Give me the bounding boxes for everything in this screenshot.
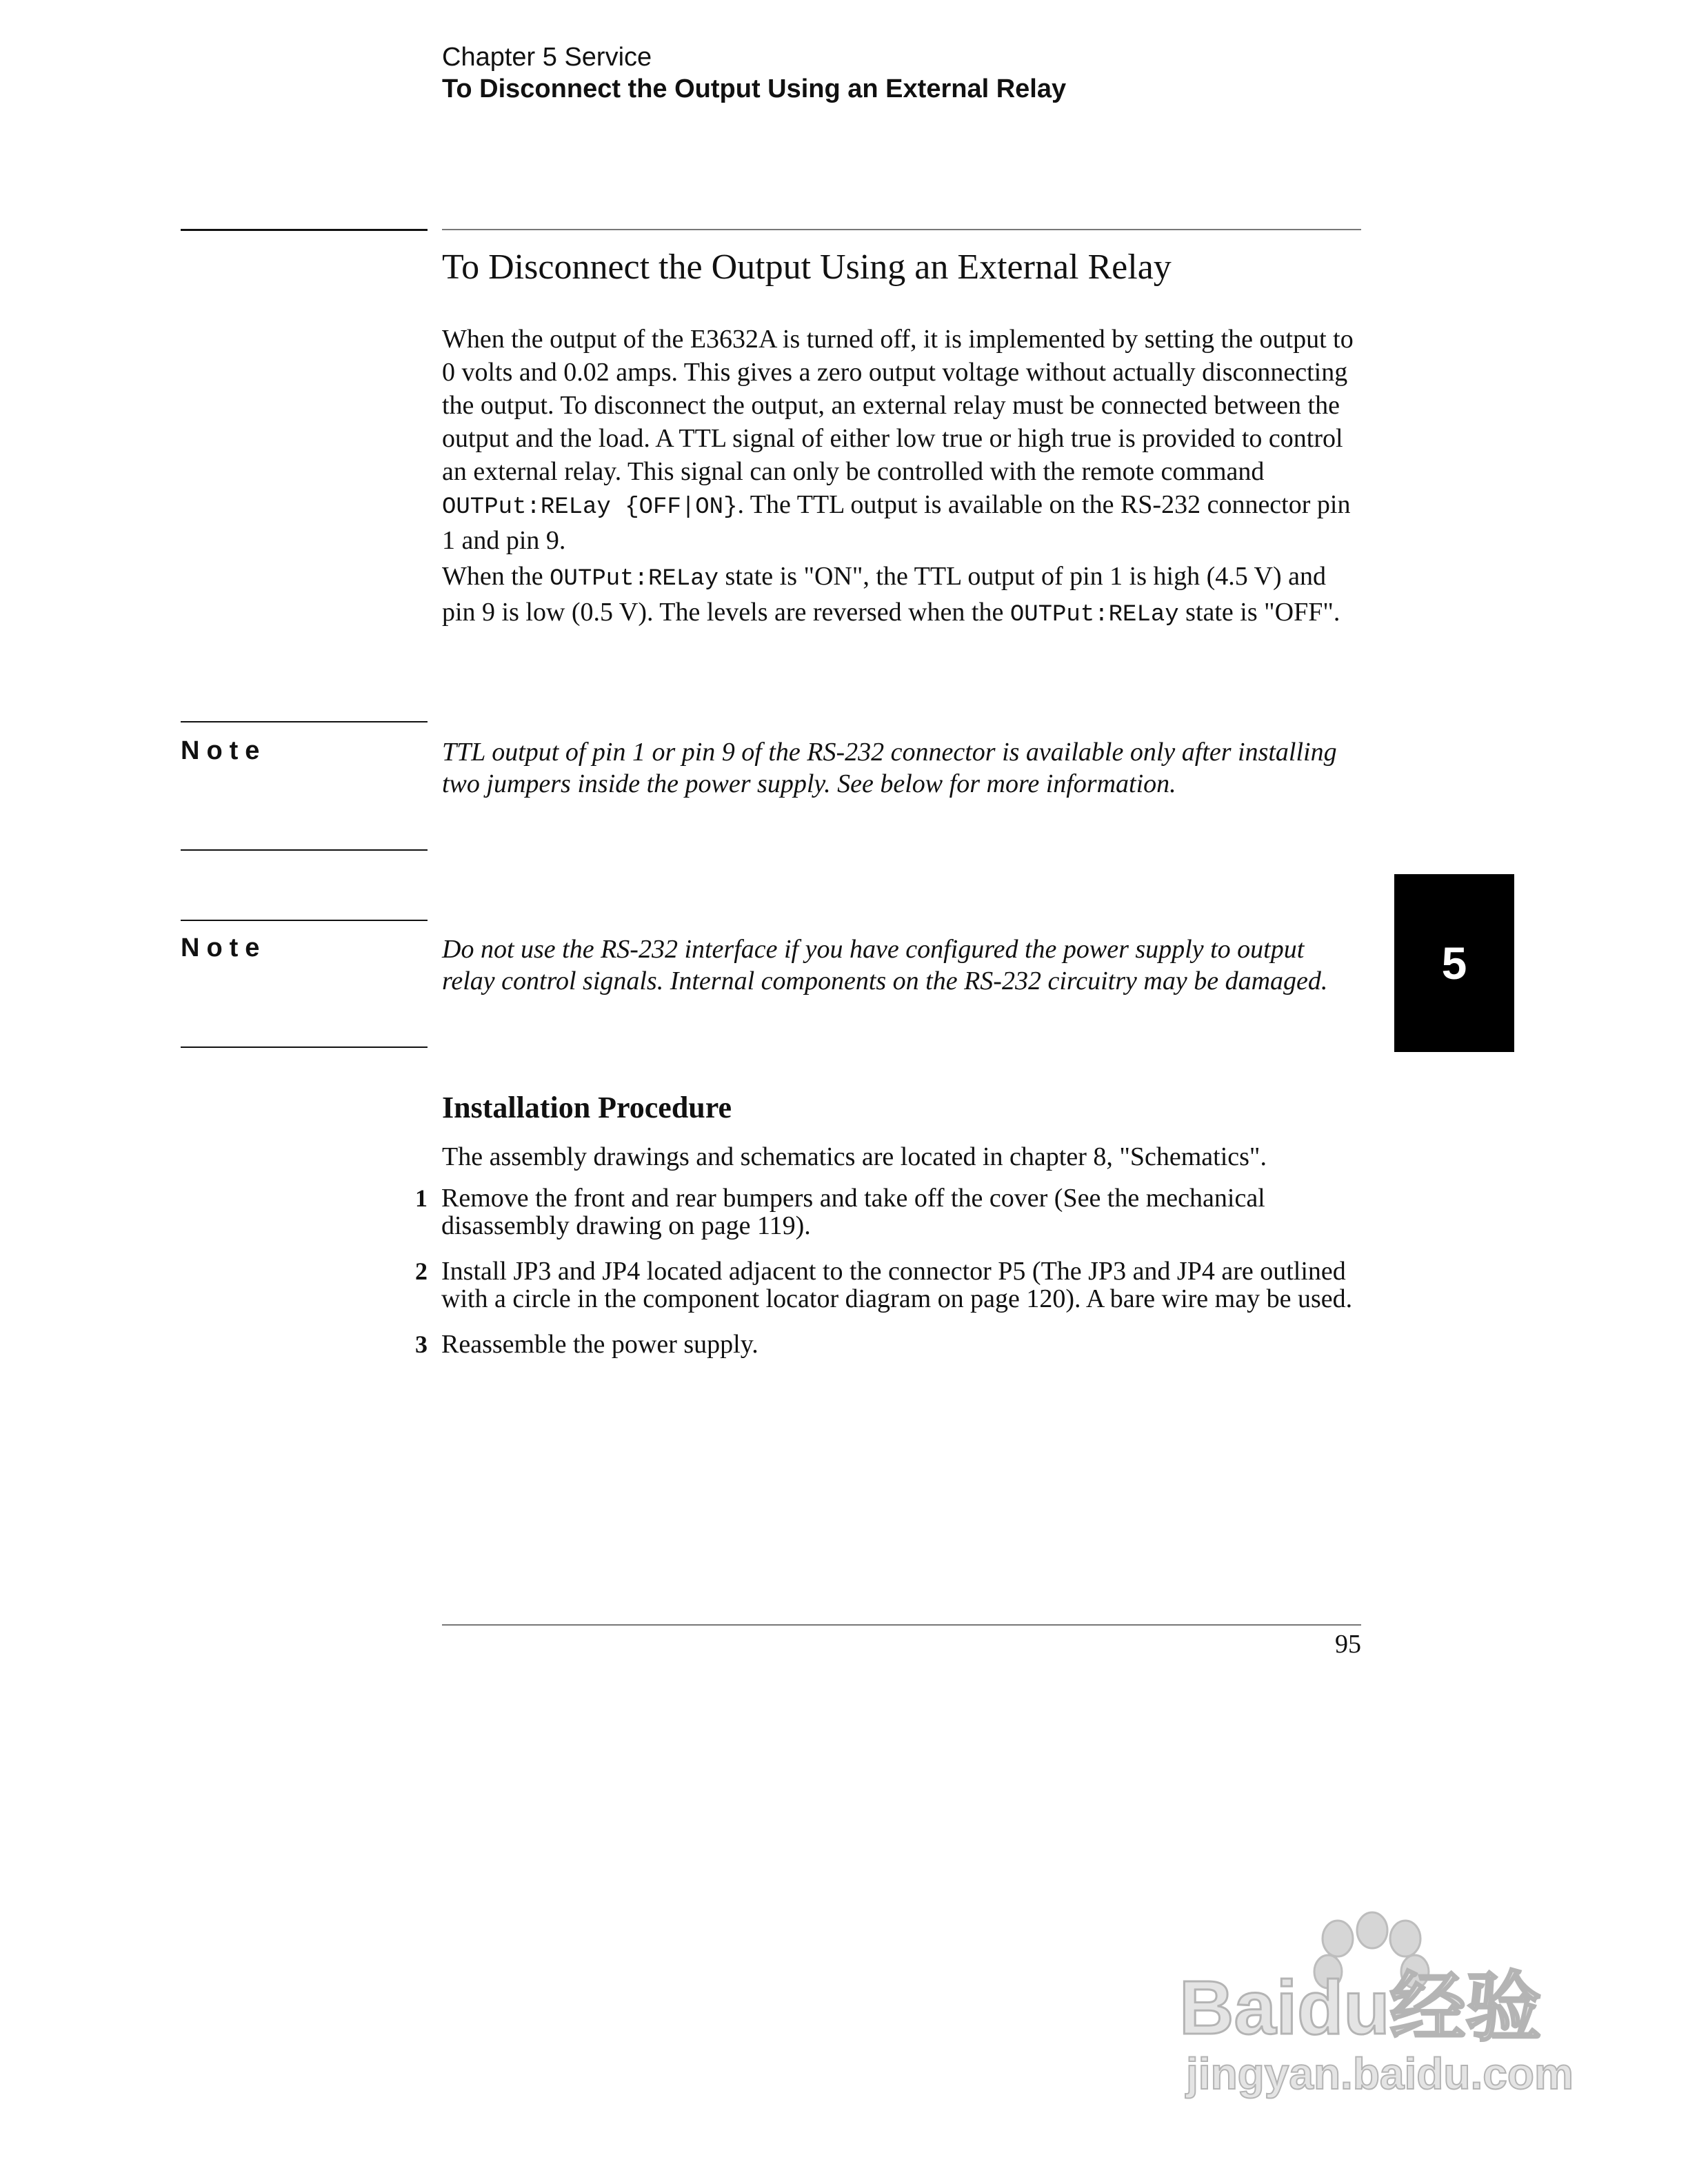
paragraph2-text-b: state is "ON", the TTL output of pin 1 is high (4.5 V) and pin 9 is low (0.5 V). The levels are reversed when the [442,562,1327,627]
chapter-tab-number: 5 [1441,938,1467,989]
header-chapter: Chapter 5 Service [442,43,652,72]
section-rule-right [442,229,1361,230]
note1-text: TTL output of pin 1 or pin 9 of the RS-232 connector is available only after installing two jumpers inside the power supply. See below for more information. [442,738,1337,798]
paragraph-relay-intro [442,323,1363,557]
relay-state-code-1: OUTPut:RELay [550,566,719,592]
paragraph-relay-state [442,560,1363,631]
list-item [400,1257,1365,1313]
footer-rule [442,1624,1361,1626]
note1-rule-bottom [181,849,428,851]
note2-label: Note [181,933,267,962]
paragraph2-text-a: When the [442,562,550,591]
step-number: 3 [415,1331,428,1358]
paragraph1-text-a: When the output of the E3632A is turned off, it is implemented by setting the output to 0 volts and 0.02 amps. This gives a zero output voltage without actually disconnecting the output. To disconnect the output, an external relay must be connected between the output and the load. A TTL signal of either low true or high true is provided to control an external relay. This signal can only be controlled with the remote command [442,325,1354,486]
paragraph1-text-b: . The TTL output is available on the RS-232 connector pin 1 and pin 9. [442,490,1351,555]
relay-command-code: OUTPut:RELay {OFF|ON} [442,494,738,520]
installation-steps [400,1184,1365,1376]
list-item [400,1184,1365,1240]
note2-rule-bottom [181,1046,428,1048]
list-item [400,1331,1365,1358]
note1-label: Note [181,736,267,765]
section-rule-left [181,229,428,231]
step-text: Reassemble the power supply. [441,1330,758,1359]
page-title: To Disconnect the Output Using an External Relay [442,247,1172,287]
running-header [442,41,1066,105]
installation-heading: Installation Procedure [442,1091,732,1124]
step-number: 1 [415,1184,428,1212]
note1-rule-top [181,721,428,722]
step-number: 2 [415,1257,428,1285]
step-text: Remove the front and rear bumpers and take off the cover (See the mechanical disassembly drawing on page 119). [441,1184,1265,1240]
installation-intro: The assembly drawings and schematics are located in chapter 8, "Schematics". [442,1142,1267,1171]
step-text: Install JP3 and JP4 located adjacent to the connector P5 (The JP3 and JP4 are outlined with a circle in the component locator diagram on page 120). A bare wire may be used. [441,1257,1353,1313]
baidu-watermark [1165,1903,1579,2110]
paragraph2-text-c: state is "OFF". [1178,598,1340,627]
page-number: 95 [1335,1630,1361,1659]
chapter-tab [1394,874,1514,1052]
header-section: To Disconnect the Output Using an External Relay [442,74,1067,103]
watermark-brand: Baidu经验 [1179,1965,1542,2050]
relay-state-code-2: OUTPut:RELay [1009,602,1179,628]
note2-text: Do not use the RS-232 interface if you have configured the power supply to output relay control signals. Internal components on the RS-232 circuitry may be damaged. [442,935,1328,995]
watermark-url: jingyan.baidu.com [1186,2049,1574,2099]
paw-logo-icon [1165,1903,1579,2110]
note2-rule-top [181,920,428,921]
